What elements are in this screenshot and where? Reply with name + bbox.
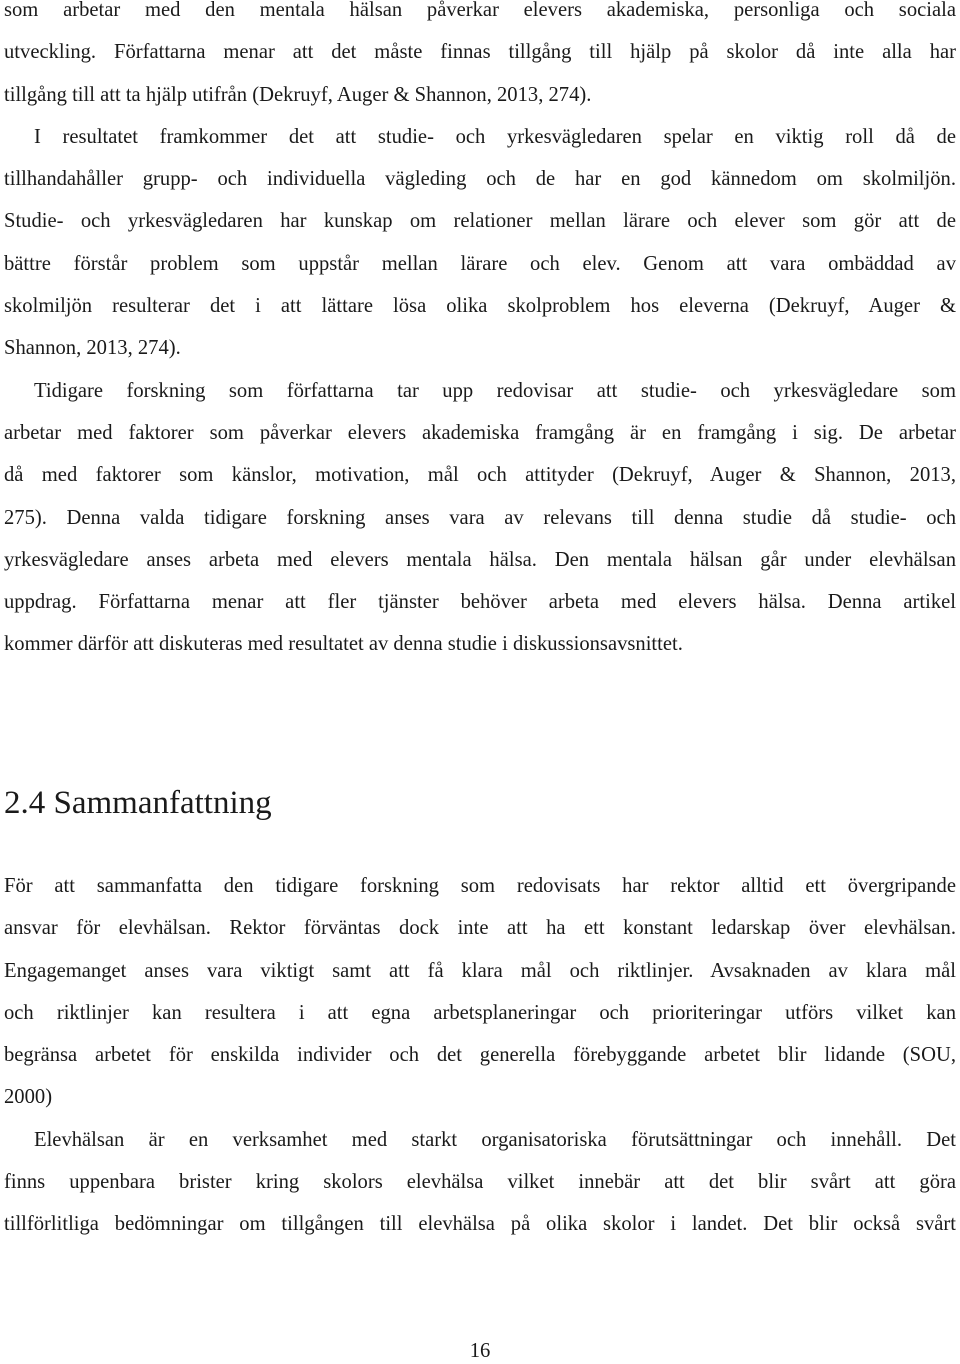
text-line: utveckling. Författarna menar att det måste finnas tillgång till hjälp på skolor då inte alla har [4,41,956,64]
text-line: yrkesvägledare anses arbeta med elevers mentala hälsa. Den mentala hälsan går under elevhälsan [4,548,956,571]
text-line: Studie- och yrkesvägledaren har kunskap om relationer mellan lärare och elever som gör att de [4,210,956,233]
text-line: finns uppenbara brister kring skolors elevhälsa vilket innebär att det blir svårt att göra [4,1171,956,1194]
text-line: I resultatet framkommer det att studie- och yrkesvägledaren spelar en viktig roll då de [34,125,956,148]
text-line: och riktlinjer kan resultera i att egna arbetsplaneringar och prioriteringar utförs vilket kan [4,1001,956,1024]
text-line: För att sammanfatta den tidigare forskning som redovisats har rektor alltid ett övergripande [4,875,956,897]
paragraph-student-health [4,1119,956,1246]
text-line: arbetar med faktorer som påverkar elevers akademiska framgång är en framgång i sig. De arbetar [4,421,956,444]
text-line: kommer därför att diskuteras med resultatet av denna studie i diskussionsavsnittet. [4,633,683,656]
text-line: ansvar för elevhälsan. Rektor förväntas dock inte att ha ett konstant ledarskap över elevhälsan. [4,917,956,940]
page-number: 16 [469,1340,491,1362]
section-summary [4,865,956,1246]
text-line: Tidigare forskning som författarna tar upp redovisar att studie- och yrkesvägledare som [34,379,956,402]
section-heading: 2.4 Sammanfattning [4,785,272,821]
text-line: skolmiljön resulterar det i att lättare lösa olika skolproblem hos eleverna (Dekruyf, Auger & [4,295,956,318]
text-line: begränsa arbetet för enskilda individer och det generella förebyggande arbetet blir lidande (SOU, [4,1044,956,1067]
text-line: Engagemanget anses vara viktigt samt att få klara mål och riktlinjer. Avsaknaden av klara mål [4,959,956,982]
text-line: Elevhälsan är en verksamhet med starkt organisatoriska förutsättningar och innehåll. Det [34,1128,956,1151]
text-line: uppdrag. Författarna menar att fler tjänster behöver arbeta med elevers hälsa. Denna artikel [4,591,956,614]
text-line: som arbetar med den mentala hälsan påverkar elevers akademiska, personliga och sociala [4,0,956,21]
paragraph-results [4,116,956,370]
text-line: tillgång till att ta hjälp utifrån (Dekruyf, Auger & Shannon, 2013, 274). [4,83,592,106]
paragraph-summary [4,865,956,1119]
text-line: då med faktorer som känslor, motivation, mål och attityder (Dekruyf, Auger & Shannon, 2013, [4,464,956,487]
text-line: tillförlitliga bedömningar om tillgången till elevhälsa på olika skolor i landet. Det blir också svårt [4,1213,956,1236]
paragraph-previous-research [4,370,956,666]
paragraph-intro-continuation [4,0,956,116]
text-line: 275). Denna valda tidigare forskning anses vara av relevans till denna studie då studie- och [4,506,956,529]
section-intro [4,0,956,666]
text-line: Shannon, 2013, 274). [4,337,181,360]
text-line: tillhandahåller grupp- och individuella vägleding och de har en god kännedom om skolmiljön. [4,168,956,191]
text-line: 2000) [4,1086,53,1109]
text-line: bättre förstår problem som uppstår mellan lärare och elev. Genom att vara ombäddad av [4,252,956,275]
